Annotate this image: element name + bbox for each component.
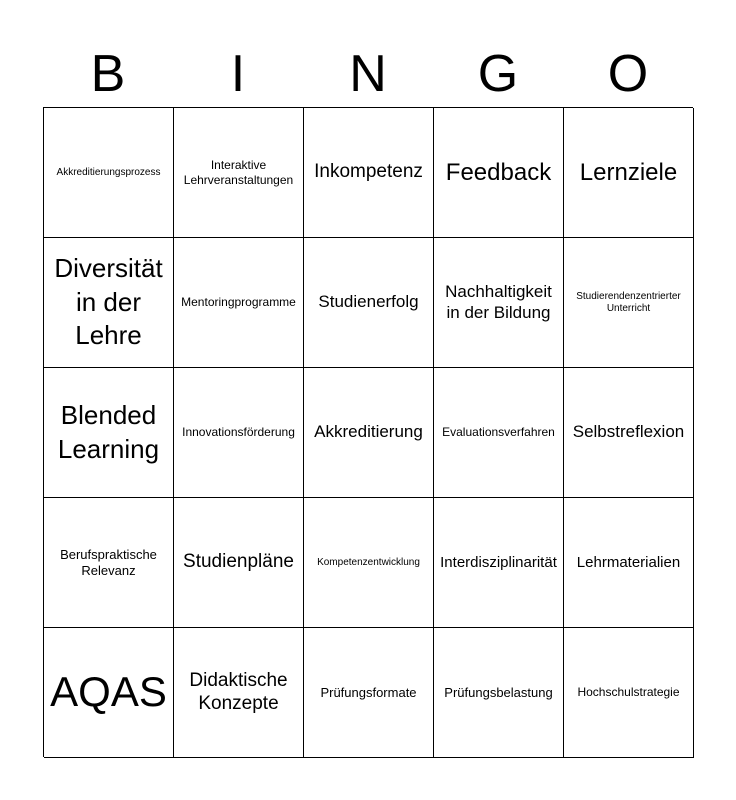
bingo-cell[interactable]: Kompetenzentwicklung xyxy=(304,498,434,628)
bingo-cell[interactable]: Prüfungsformate xyxy=(304,628,434,758)
bingo-cell[interactable]: Interdisziplinarität xyxy=(434,498,564,628)
header-letter-n: N xyxy=(349,45,387,103)
header-letter-i: I xyxy=(230,45,246,103)
bingo-cell[interactable]: Mentoringprogramme xyxy=(174,238,304,368)
bingo-cell[interactable]: Lehrmaterialien xyxy=(564,498,694,628)
bingo-cell[interactable]: AQAS xyxy=(44,628,174,758)
bingo-cell[interactable]: Prüfungsbelastung xyxy=(434,628,564,758)
bingo-cell[interactable]: Selbstreflexion xyxy=(564,368,694,498)
bingo-cell[interactable]: Studienerfolg xyxy=(304,238,434,368)
bingo-card-grid xyxy=(43,107,693,757)
bingo-header xyxy=(43,40,693,108)
bingo-cell[interactable]: Diversität in der Lehre xyxy=(44,238,174,368)
bingo-cell[interactable]: Studienpläne xyxy=(174,498,304,628)
bingo-cell[interactable]: Didaktische Konzepte xyxy=(174,628,304,758)
bingo-cell[interactable]: Inkompetenz xyxy=(304,108,434,238)
bingo-cell[interactable]: Interaktive Lehrveranstaltungen xyxy=(174,108,304,238)
bingo-cell[interactable]: Lernziele xyxy=(564,108,694,238)
header-letter-o: O xyxy=(607,45,649,103)
bingo-cell[interactable]: Innovationsförderung xyxy=(174,368,304,498)
bingo-cell[interactable]: Evaluationsverfahren xyxy=(434,368,564,498)
bingo-cell[interactable]: Feedback xyxy=(434,108,564,238)
bingo-cell[interactable]: Studierendenzentrierter Unterricht xyxy=(564,238,694,368)
bingo-cell[interactable]: Hochschulstrategie xyxy=(564,628,694,758)
bingo-cell[interactable]: Akkreditierung xyxy=(304,368,434,498)
header-letter-g: G xyxy=(477,45,519,103)
bingo-cell[interactable]: Berufspraktische Relevanz xyxy=(44,498,174,628)
bingo-cell[interactable]: Nachhaltigkeit in der Bildung xyxy=(434,238,564,368)
bingo-cell[interactable]: Akkreditierungsprozess xyxy=(44,108,174,238)
bingo-cell[interactable]: Blended Learning xyxy=(44,368,174,498)
header-letter-b: B xyxy=(90,45,126,103)
